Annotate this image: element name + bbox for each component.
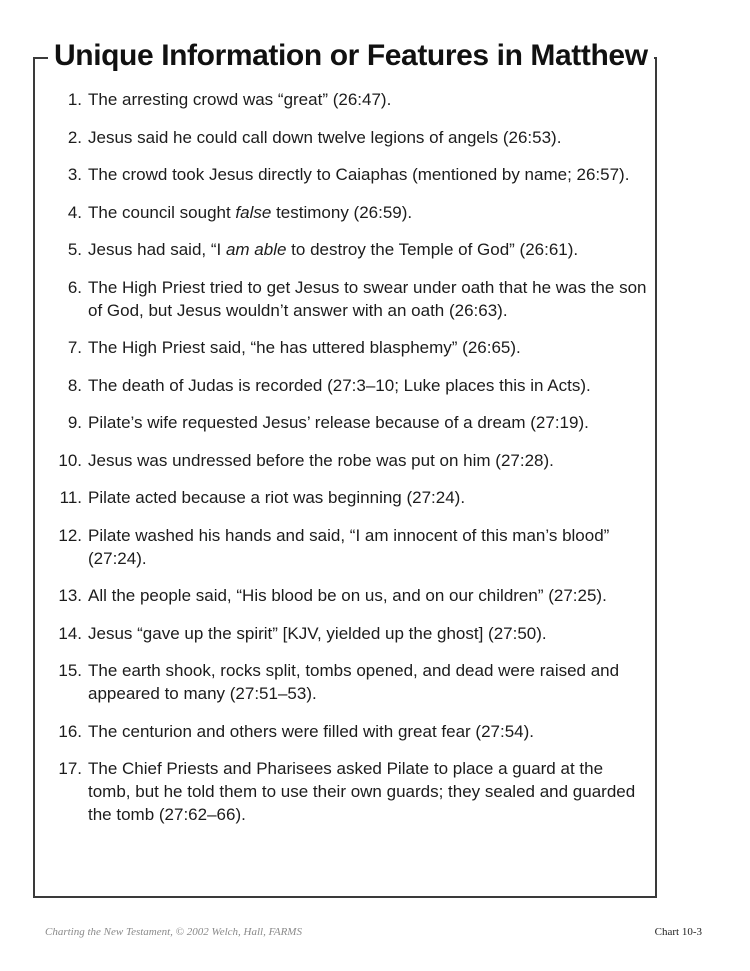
item-text-cont: testimony (26:59). (271, 202, 413, 222)
item-number: 4. (67, 202, 82, 222)
list-item (48, 584, 648, 607)
item-text: All the people said, “His blood be on us, and on our children” (27:25). (88, 586, 607, 605)
list-item (48, 201, 648, 224)
item-text: Jesus “gave up the spirit” [KJV, yielded up the ghost] (27:50). (88, 623, 547, 643)
list-item (48, 486, 648, 509)
item-number: 16. (58, 721, 82, 741)
item-number: 11. (59, 488, 82, 507)
list-item (48, 622, 648, 645)
item-text: The crowd took Jesus directly to Caiaphas (mentioned by name; 26:57). (88, 165, 630, 184)
item-number: 13. (58, 586, 82, 605)
item-number: 14. (58, 623, 82, 643)
list-item (48, 238, 648, 261)
list-item (48, 757, 648, 826)
item-number: 15. (58, 661, 82, 680)
item-text: The arresting crowd was “great” (26:47). (88, 90, 392, 109)
item-text-cont: to destroy the Temple of God” (26:61). (286, 240, 579, 259)
list-item (48, 720, 648, 743)
list-item (48, 163, 648, 186)
item-text: Pilate acted because a riot was beginning (27:24). (88, 488, 466, 507)
item-number: 2. (67, 127, 82, 147)
list-item (48, 276, 648, 322)
footer-chart-label: Chart 10-3 (654, 926, 702, 938)
item-text: The council sought (88, 202, 236, 222)
item-text: The High Priest said, “he has uttered blasphemy” (26:65). (88, 338, 521, 357)
item-text: The High Priest tried to get Jesus to swear under oath that he was the son of God, but Jesus wouldn’t answer with an oath (26:63). (88, 277, 647, 320)
item-text: Jesus was undressed before the robe was put on him (27:28). (88, 450, 554, 470)
item-number: 3. (67, 165, 82, 184)
item-number: 8. (67, 375, 82, 395)
item-number: 10. (58, 450, 82, 470)
item-number: 5. (67, 240, 82, 259)
item-text: Jesus said he could call down twelve legions of angels (26:53). (88, 127, 562, 147)
page-title: Unique Information or Features in Matthew (48, 36, 654, 76)
item-number: 6. (67, 277, 82, 297)
list-item (48, 524, 648, 570)
item-emphasis: false (235, 202, 272, 222)
item-text: Pilate washed his hands and said, “I am innocent of this man’s blood” (27:24). (88, 525, 610, 568)
item-text: The death of Judas is recorded (27:3–10; Luke places this in Acts). (88, 375, 591, 395)
item-number: 1. (67, 90, 82, 109)
item-number: 17. (58, 759, 82, 778)
item-text: Pilate’s wife requested Jesus’ release because of a dream (27:19). (88, 413, 589, 432)
item-number: 7. (67, 338, 82, 357)
list-item (48, 126, 648, 149)
item-number: 12. (58, 525, 82, 545)
list-item (48, 449, 648, 472)
item-text: The earth shook, rocks split, tombs opened, and dead were raised and appeared to many (27:51–53). (88, 661, 620, 703)
footer-source: Charting the New Testament, © 2002 Welch, Hall, FARMS (45, 926, 302, 938)
item-text: The Chief Priests and Pharisees asked Pilate to place a guard at the tomb, but he told them to use their own guards; they sealed and guarded the tomb (27:62–66). (88, 759, 636, 824)
item-emphasis: am able (225, 240, 287, 259)
features-list (48, 88, 648, 841)
list-item (48, 659, 648, 705)
list-item (48, 88, 648, 111)
item-number: 9. (67, 413, 82, 432)
list-item (48, 374, 648, 397)
item-text: Jesus had said, “I (88, 240, 226, 259)
item-text: The centurion and others were filled with great fear (27:54). (88, 721, 535, 741)
list-item (48, 336, 648, 359)
list-item (48, 411, 648, 434)
